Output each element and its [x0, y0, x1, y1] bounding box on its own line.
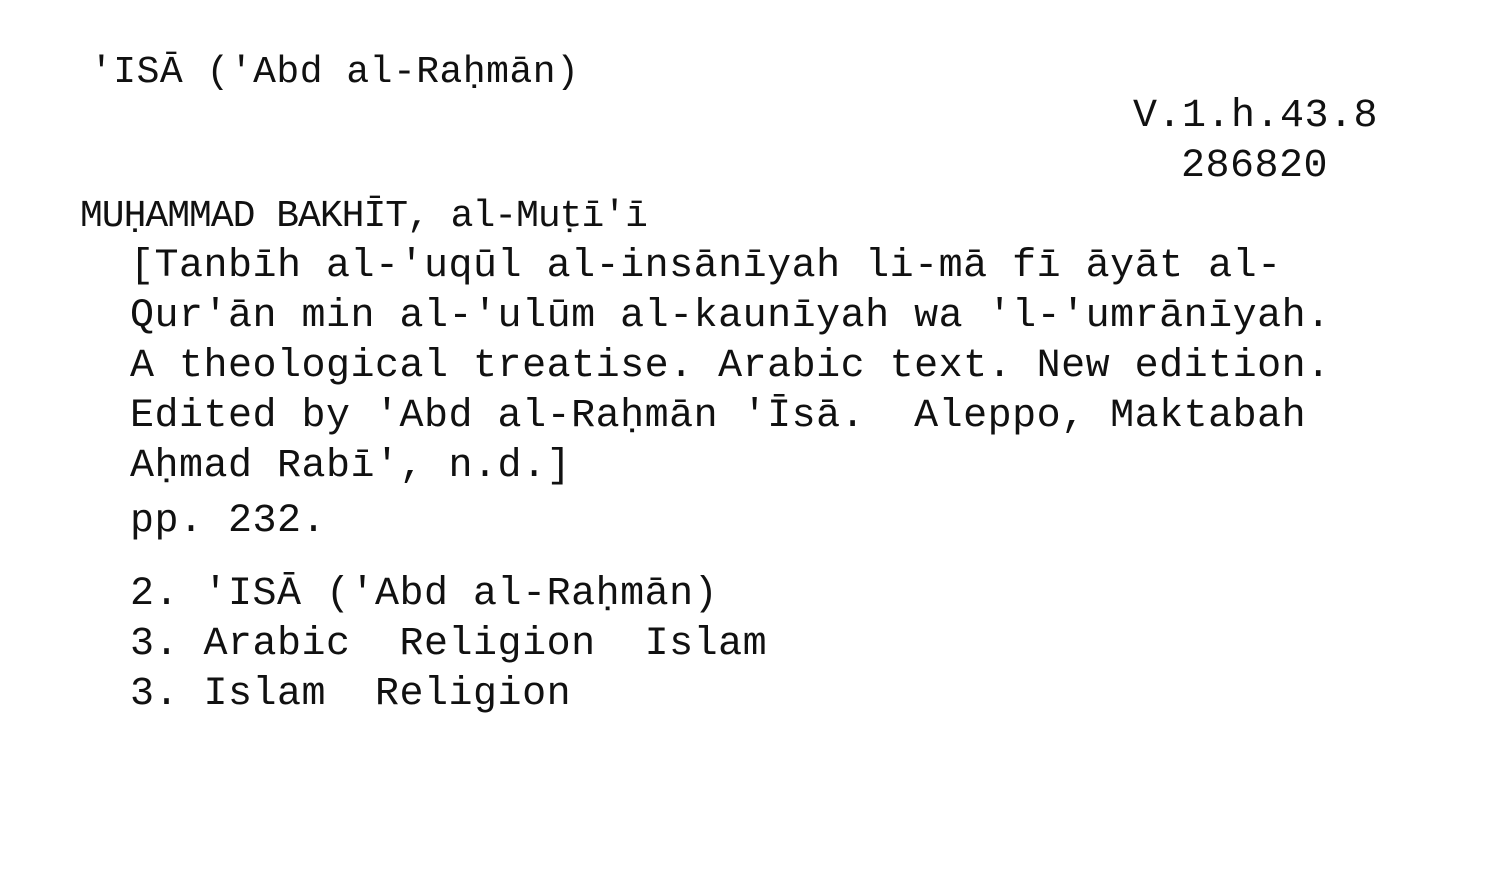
description-line: Qur'ān min al-'ulūm al-kaunīyah wa 'l-'umrānīyah. — [130, 294, 1331, 339]
shelfmark: V.1.h.43.8 — [1132, 94, 1378, 139]
description-line: [Tanbīh al-'uqūl al-insānīyah li-mā fī āyāt al- — [130, 244, 1282, 289]
card-heading: 'ISĀ ('Abd al-Raḥmān) — [90, 51, 580, 94]
tracing-entry: 2. 'ISĀ ('Abd al-Raḥmān) — [130, 572, 719, 617]
pagination: pp. 232. — [130, 499, 327, 544]
tracing-entry: 3. Islam Religion — [130, 672, 572, 717]
description-line: Aḥmad Rabī', n.d.] — [130, 444, 572, 489]
accession-number: 286820 — [1180, 144, 1328, 189]
description-line: A theological treatise. Arabic text. New edition. — [130, 344, 1331, 389]
tracing-entry: 3. Arabic Religion Islam — [130, 622, 768, 667]
description-line: Edited by 'Abd al-Raḥmān 'Īsā. Aleppo, Maktabah — [130, 394, 1307, 439]
author-entry: MUḤAMMAD BAKHĪT, al-Muṭī'ī — [80, 195, 647, 238]
